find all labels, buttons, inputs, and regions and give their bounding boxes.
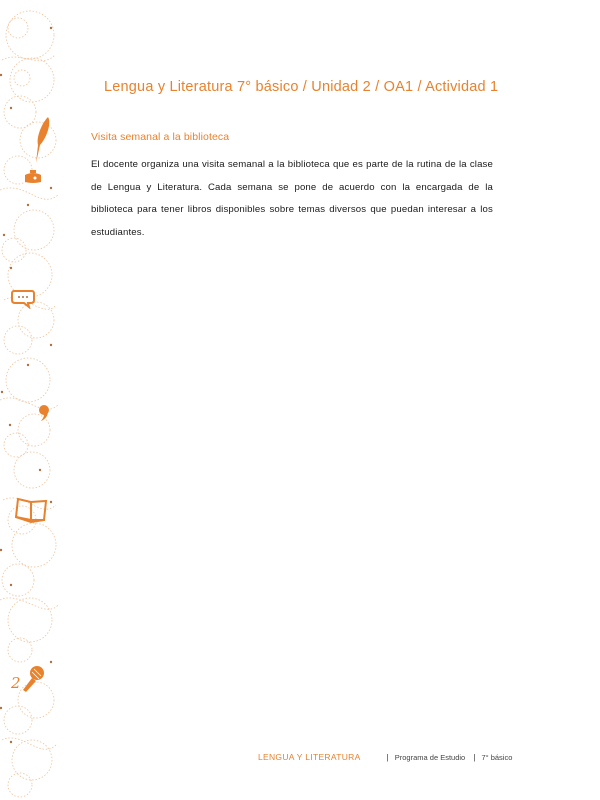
open-book-icon bbox=[15, 495, 49, 523]
page-number: 2 bbox=[11, 674, 21, 692]
section-title: Visita semanal a la biblioteca bbox=[91, 131, 230, 143]
footer-separator: | bbox=[386, 752, 389, 762]
inkpot-icon bbox=[24, 170, 42, 184]
speech-bubble-icon bbox=[11, 289, 35, 309]
footer-grade: 7° básico bbox=[481, 752, 513, 762]
decorative-sidebar bbox=[0, 0, 62, 800]
comma-icon bbox=[38, 404, 50, 422]
page-footer bbox=[258, 752, 512, 762]
microphone-icon bbox=[20, 664, 46, 694]
quill-pen-icon bbox=[32, 115, 52, 165]
footer-subject: LENGUA Y LITERATURA bbox=[258, 752, 361, 762]
body-paragraph: El docente organiza una visita semanal a la biblioteca que es parte de la rutina de la clase de Lengua y Literatura. Cada semana se pone de acuerdo con la encargada de la biblioteca para tener libros disponibles sobre temas diversos que puedan interesar a los estudiantes. bbox=[91, 159, 493, 238]
page-breadcrumb-heading: Lengua y Literatura 7° básico / Unidad 2 / OA1 / Actividad 1 bbox=[104, 79, 499, 95]
footer-program: Programa de Estudio bbox=[394, 752, 466, 762]
footer-separator: | bbox=[473, 752, 476, 762]
